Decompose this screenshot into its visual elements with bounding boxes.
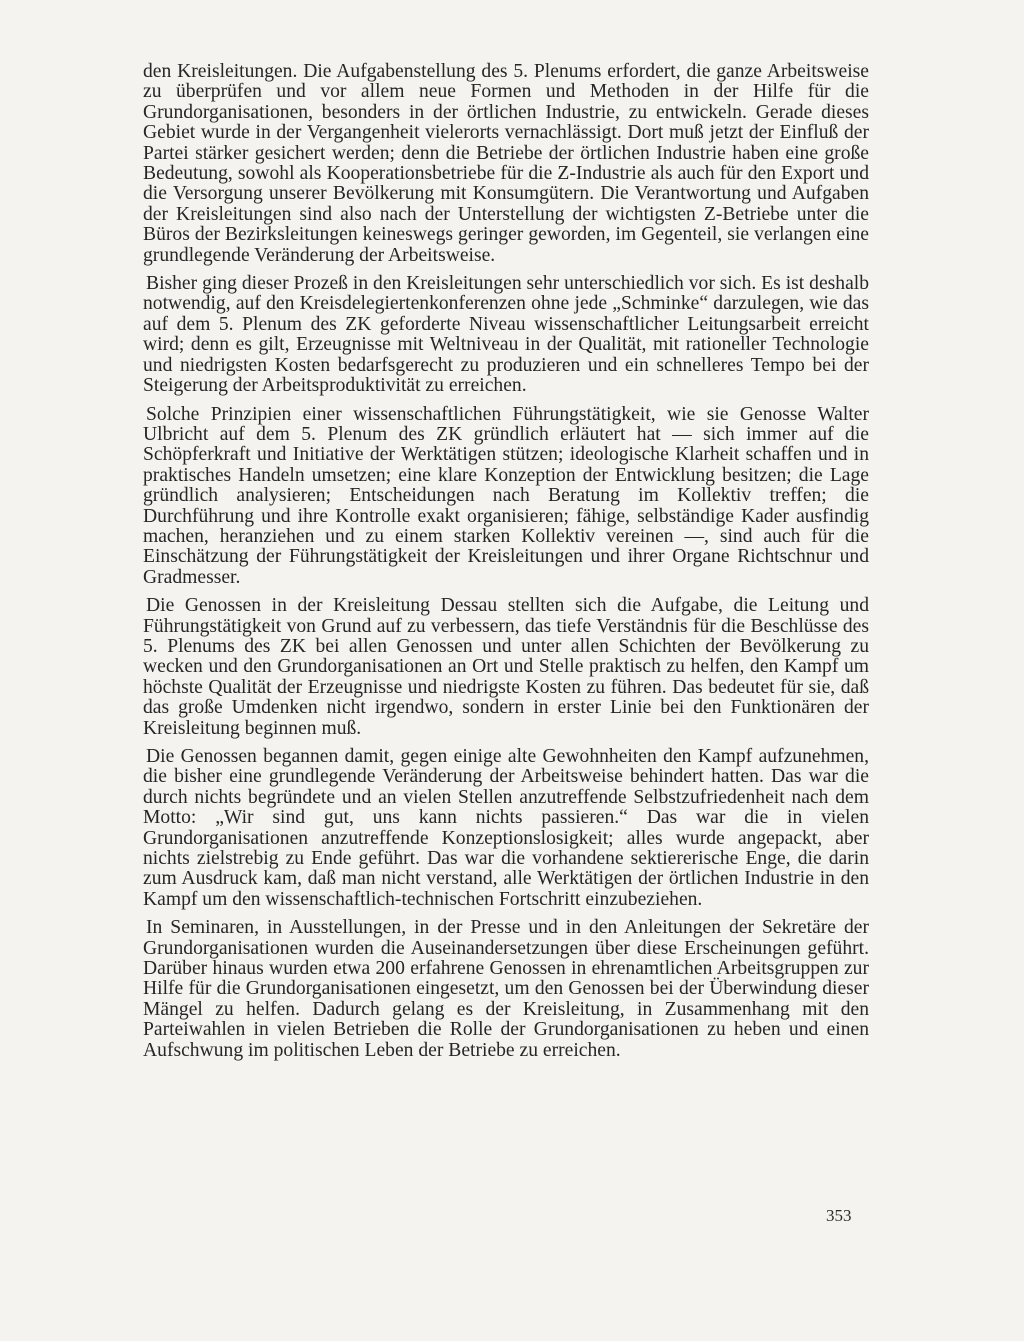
paragraph-3: Solche Prinzipien einer wissenschaftlichen Führungstätigkeit, wie sie Genosse Walter Ulbricht auf dem 5. Plenum des ZK gründlich erläutert hat — sich immer auf die Schöpferkraft und Initiative der Werktätigen stützen; ideologische Klarheit schaffen und in praktisches Handeln umsetzen; eine klare Konzeption der Entwicklung besitzen; die Lage gründlich analysieren; Entscheidungen nach Beratung im Kollektiv treffen; die Durchführung und ihre Kontrolle exakt organisieren; fähige, selbständige Kader ausfindig machen, heranziehen und zu einem starken Kollektiv vereinen —, sind auch für die Einschätzung der Führungstätigkeit der Kreisleitungen und ihrer Organe Richtschnur und Gradmesser. bbox=[143, 403, 869, 588]
paragraph-2: Bisher ging dieser Prozeß in den Kreisleitungen sehr unterschiedlich vor sich. Es ist deshalb notwendig, auf den Kreisdelegiertenkonferenzen ohne jede „Schminke“ darzulegen, wie das auf dem 5. Plenum des ZK geforderte Niveau wissenschaftlicher Leitungsarbeit erreicht wird; denn es gilt, Erzeugnisse mit Weltniveau in der Qualität, mit rationeller Technologie und niedrigsten Kosten bedarfsgerecht zu produzieren und ein schnelleres Tempo bei der Steigerung der Arbeitsproduktivität zu erreichen. bbox=[143, 273, 869, 397]
paragraph-1: den Kreisleitungen. Die Aufgabenstellung des 5. Plenums erfordert, die ganze Arbeitsweise zu überprüfen und vor allem neue Formen und Methoden in der Hilfe für die Grundorganisationen, besonders in der örtlichen Industrie, zu entwickeln. Gerade dieses Gebiet wurde in der Vergangenheit vielerorts vernachlässigt. Dort muß jetzt der Einfluß der Partei stärker gesichert werden; denn die Betriebe der örtlichen Industrie haben eine große Bedeutung, sowohl als Kooperationsbetriebe für die Z-Industrie als auch für den Export und die Versorgung unserer Bevölkerung mit Konsumgütern. Die Verantwortung und Aufgaben der Kreisleitungen sind also nach der Unterstellung der wichtigsten Z-Betriebe unter die Büros der Bezirksleitungen keineswegs geringer geworden, im Gegenteil, sie verlangen eine grundlegende Veränderung der Arbeitsweise. bbox=[143, 61, 869, 266]
body-text bbox=[143, 62, 869, 1069]
paragraph-5: Die Genossen begannen damit, gegen einige alte Gewohnheiten den Kampf aufzunehmen, die bisher eine grundlegende Veränderung der Arbeitsweise behindert hatten. Das war die durch nichts begründete und an vielen Stellen anzutreffende Selbstzufriedenheit nach dem Motto: „Wir sind gut, uns kann nichts passieren.“ Das war die in vielen Grundorganisationen anzutreffende Konzeptionslosigkeit; alles wurde angepackt, aber nichts zielstrebig zu Ende geführt. Das war die vorhandene sektiererische Enge, die darin zum Ausdruck kam, daß man nicht verstand, alle Werktätigen der örtlichen Industrie in den Kampf um den wissenschaftlich-technischen Fortschritt einzubeziehen. bbox=[143, 746, 869, 910]
page-number: 353 bbox=[826, 1206, 852, 1225]
paragraph-6: In Seminaren, in Ausstellungen, in der Presse und in den Anleitungen der Sekretäre der Grundorganisationen wurden die Auseinandersetzungen über diese Erscheinungen geführt. Darüber hinaus wurden etwa 200 erfahrene Genossen in ehrenamtlichen Arbeitsgruppen zur Hilfe für die Grundorganisationen eingesetzt, um den Genossen bei der Überwindung dieser Mängel zu helfen. Dadurch gelang es der Kreisleitung, in Zusammenhang mit den Parteiwahlen in vielen Betrieben die Rolle der Grundorganisationen zu heben und einen Aufschwung im politischen Leben der Betriebe zu erreichen. bbox=[143, 917, 869, 1061]
paragraph-4: Die Genossen in der Kreisleitung Dessau stellten sich die Aufgabe, die Leitung und Führungstätigkeit von Grund auf zu verbessern, das tiefe Verständnis für die Beschlüsse des 5. Plenums des ZK bei allen Genossen und unter allen Schichten der Bevölkerung zu wecken und den Grundorganisationen an Ort und Stelle praktisch zu helfen, den Kampf um höchste Qualität der Erzeugnisse und niedrigste Kosten zu führen. Das bedeutet für sie, daß das große Umdenken nicht irgendwo, sondern in erster Linie bei den Funktionären der Kreisleitung beginnen muß. bbox=[143, 595, 869, 739]
